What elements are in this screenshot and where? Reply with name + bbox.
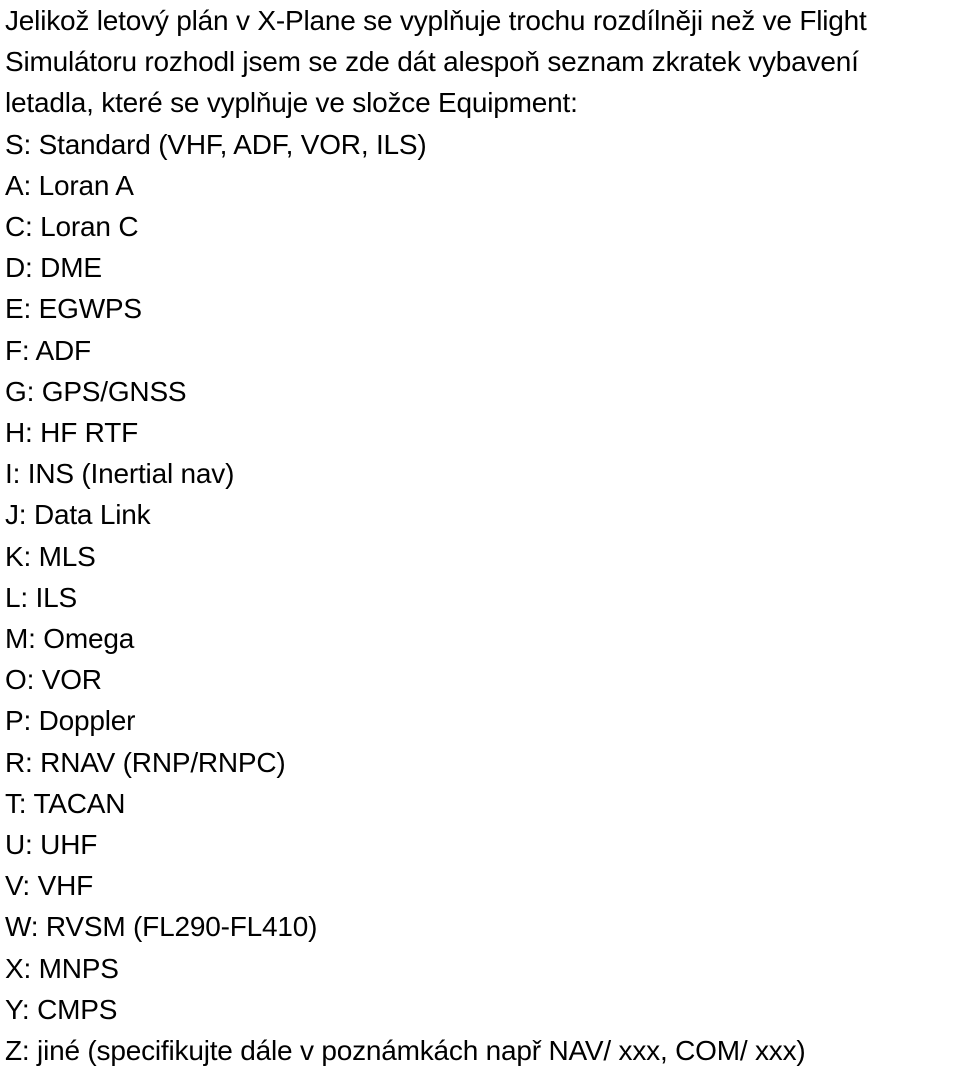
equipment-code-a: A: Loran A — [5, 169, 134, 201]
equipment-code-j: J: Data Link — [5, 499, 151, 531]
intro-paragraph — [5, 0, 957, 124]
equipment-code-p: P: Doppler — [5, 705, 136, 737]
equipment-code-f: F: ADF — [5, 334, 91, 366]
equipment-code-t: T: TACAN — [5, 787, 126, 819]
equipment-code-u: U: UHF — [5, 829, 98, 861]
equipment-code-s: S: Standard (VHF, ADF, VOR, ILS) — [5, 128, 427, 160]
intro-line: Simulátoru rozhodl jsem se zde dát alespoň seznam zkratek vybavení — [5, 46, 859, 78]
equipment-code-g: G: GPS/GNSS — [5, 375, 187, 407]
equipment-code-o: O: VOR — [5, 664, 102, 696]
equipment-code-d: D: DME — [5, 252, 102, 284]
equipment-code-x: X: MNPS — [5, 952, 119, 984]
intro-line: Jelikož letový plán v X-Plane se vyplňuje trochu rozdílněji než ve Flight — [5, 5, 867, 36]
document-body — [5, 0, 957, 1071]
equipment-code-c: C: Loran C — [5, 211, 139, 243]
equipment-code-e: E: EGWPS — [5, 293, 142, 325]
equipment-code-l: L: ILS — [5, 581, 77, 613]
equipment-code-k: K: MLS — [5, 540, 96, 572]
equipment-code-r: R: RNAV (RNP/RNPC) — [5, 746, 286, 778]
equipment-code-h: H: HF RTF — [5, 417, 139, 449]
equipment-code-v: V: VHF — [5, 870, 93, 902]
equipment-code-i: I: INS (Inertial nav) — [5, 458, 235, 490]
equipment-code-w: W: RVSM (FL290-FL410) — [5, 911, 318, 943]
equipment-code-y: Y: CMPS — [5, 993, 118, 1025]
intro-line: letadla, které se vyplňuje ve složce Equipment: — [5, 87, 578, 119]
equipment-code-m: M: Omega — [5, 623, 135, 655]
equipment-code-z: Z: jiné (specifikujte dále v poznámkách např NAV/ xxx, COM/ xxx) — [5, 1035, 806, 1067]
